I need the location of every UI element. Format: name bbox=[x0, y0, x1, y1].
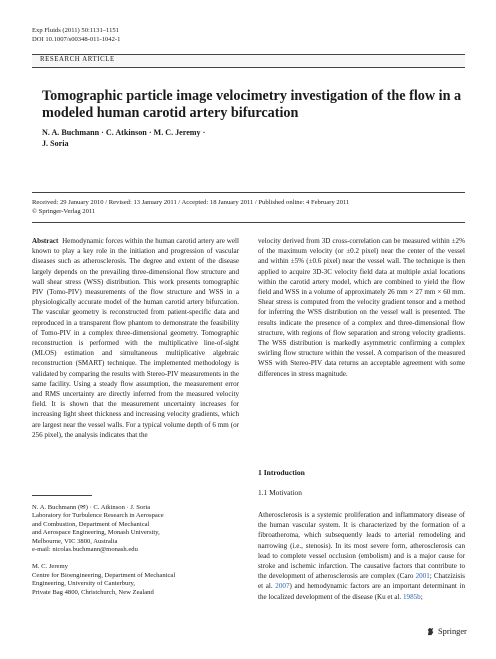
abstract-label: Abstract bbox=[32, 237, 59, 245]
intro-text-a: Atherosclerosis is a systemic proliferation and inflammatory disease of the human vascular system. It is characterized by the formation of a fibroatheroma, which subsequently leads to arterial remodeling and narrowing (i.e., stenosis). In its most severe form, atherosclerosis can lead to complete vessel occlusion (embolism) and is a major cause for stroke and ischemic infarction. The causative factors that contribute to the development of atherosclerosis are complex (Caro bbox=[258, 511, 465, 581]
affil-email: e-mail: nicolas.buchmann@monash.edu bbox=[32, 546, 138, 554]
affil-line: Centre for Bioengineering, Department of Mechanical bbox=[32, 571, 176, 579]
authors-line-2: J. Soria bbox=[42, 138, 69, 148]
divider-bottom bbox=[32, 222, 465, 223]
affil-line: Melbourne, VIC 3800, Australia bbox=[32, 537, 118, 545]
article-title: Tomographic particle image velocimetry investigation of the flow in a modeled human carotid artery bifurcation bbox=[42, 88, 462, 121]
intro-text-d: ; bbox=[420, 592, 423, 601]
abstract-text-right: velocity derived from 3D cross-correlation can be measured within ±2% of the maximum velocity (or ±0.2 pixel) near the center of the vessel and within ±5% (±0.6 pixel) near the vessel wall. The technique is then applied to acquire 3D-3C velocity field data at multiple axial locations within the carotid artery model, which are combined to yield the flow field and WSS in a volume of approximately 26 mm × 27 mm × 60 mm. Shear stress is computed from the velocity gradient tensor and a method for inferring the WSS distribution on the vessel wall is presented. The results indicate the presence of a complex and three-dimensional flow structure, with regions of flow separation and strong velocity gradients. The WSS distribution is markedly asymmetric confirming a complex swirling flow structure within the vessel. A comparison of the measured WSS with Stereo-PIV data returns an acceptable agreement with some differences in stress magnitude. bbox=[258, 237, 465, 378]
authors bbox=[42, 128, 462, 150]
affil-line: Laboratory for Turbulence Research in Aerospace bbox=[32, 512, 164, 520]
affil-line: Private Bag 4800, Christchurch, New Zealand bbox=[32, 588, 154, 596]
publisher-name: Springer bbox=[438, 627, 467, 636]
affil-line: N. A. Buchmann (✉) · C. Atkinson · J. Soria bbox=[32, 504, 151, 511]
abstract-left bbox=[32, 236, 239, 440]
copyright: © Springer-Verlag 2011 bbox=[32, 208, 96, 215]
journal-citation: Exp Fluids (2011) 50:1131–1151 bbox=[32, 27, 119, 34]
divider-top bbox=[32, 192, 465, 193]
doi: DOI 10.1007/s00348-011-1042-1 bbox=[32, 36, 121, 43]
intro-text-b: ; Chatzizisis et al. bbox=[258, 572, 466, 591]
article-type-bar bbox=[32, 54, 465, 68]
publisher-footer bbox=[426, 627, 467, 636]
springer-horse-icon bbox=[426, 627, 435, 636]
article-dates: Received: 29 January 2010 / Revised: 13 January 2011 / Accepted: 18 January 2011 / Published online: 4 February 2011 bbox=[32, 199, 350, 206]
authors-line-1: N. A. Buchmann · C. Atkinson · M. C. Jeremy · bbox=[42, 128, 206, 137]
affil-line: and Combustion, Department of Mechanical bbox=[32, 520, 150, 528]
introduction-text bbox=[258, 510, 465, 602]
affiliations bbox=[32, 504, 239, 597]
abstract-text-left: Hemodynamic forces within the human carotid artery are well known to play a key role in the initiation and progression of vascular diseases such as atherosclerosis. The degree and extent of the disease largely depends on the prevailing three-dimensional flow structure and wall shear stress (WSS) distribution. This work presents tomographic PIV (Tomo-PIV) measurements of the flow structure and WSS in a physiologically accurate model of the human carotid artery bifurcation. The vascular geometry is reconstructed from patient-specific data and reproduced in a transparent flow phantom to demonstrate the feasibility of Tomo-PIV in a complex three-dimensional geometry. Tomographic reconstruction is performed with the multiplicative line-of-sight (MLOS) estimation and simultaneous multiplicative algebraic reconstruction (SMART) technique. The implemented methodology is validated by comparing the results with Stereo-PIV measurements in the same facility. Using a steady flow assumption, the measurement error and RMS uncertainty are directly inferred from the measured velocity field. It is shown that the measurement uncertainty increases for increasing light sheet thickness and increasing velocity gradients, which are largest near the vessel walls. For a typical volume depth of 6 mm (or 256 pixel), the analysis indicates that the bbox=[32, 237, 239, 439]
citation-link[interactable]: 2007 bbox=[275, 582, 290, 591]
affil-line: M. C. Jeremy bbox=[32, 563, 68, 571]
intro-text-c: ) and hemodynamic factors are an important determinant in the localized development of the disease (Ku et al. bbox=[258, 582, 465, 601]
affil-line: and Aerospace Engineering, Monash University, bbox=[32, 529, 160, 537]
subsection-heading-motivation: 1.1 Motivation bbox=[258, 488, 302, 497]
section-heading-introduction: 1 Introduction bbox=[258, 468, 305, 477]
affil-line: Engineering, University of Canterbury, bbox=[32, 580, 136, 588]
article-type: RESEARCH ARTICLE bbox=[40, 56, 115, 63]
citation-link[interactable]: 1985b bbox=[402, 592, 421, 601]
affiliation-separator bbox=[32, 495, 92, 496]
abstract-right bbox=[258, 236, 465, 379]
citation-link[interactable]: 2001 bbox=[415, 572, 430, 581]
